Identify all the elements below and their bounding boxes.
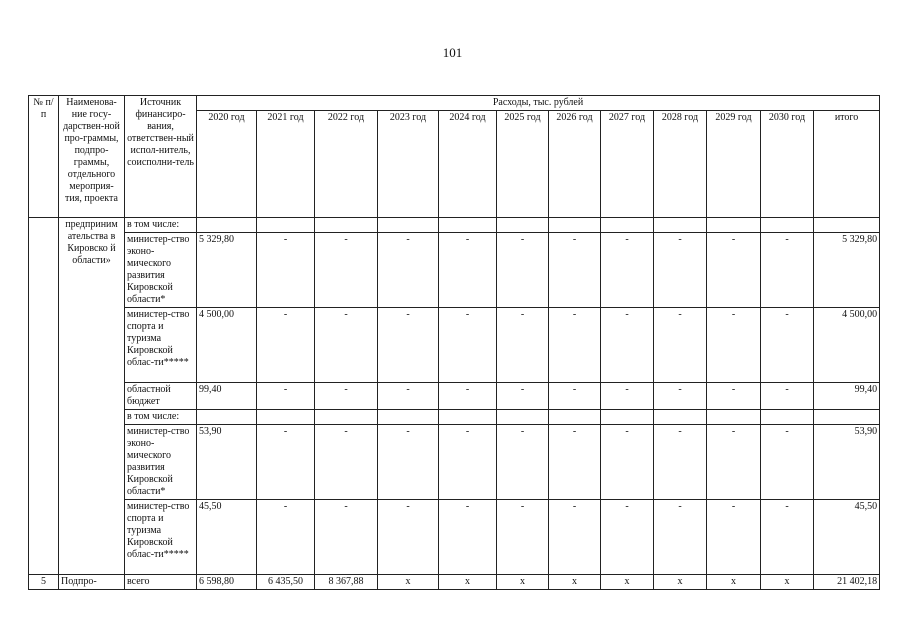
cell: -	[601, 425, 654, 500]
cell: -	[315, 500, 378, 575]
cell-total: 21 402,18	[814, 575, 880, 590]
header-total: итого	[814, 111, 880, 218]
header-year: 2025 год	[497, 111, 549, 218]
cell: -	[707, 233, 761, 308]
cell: -	[654, 233, 707, 308]
cell: х	[707, 575, 761, 590]
cell: -	[439, 233, 497, 308]
cell: х	[497, 575, 549, 590]
cell: 53,90	[197, 425, 257, 500]
cell: -	[257, 500, 315, 575]
cell: -	[497, 500, 549, 575]
cell: -	[257, 308, 315, 383]
cell	[197, 218, 257, 233]
cell: -	[601, 383, 654, 410]
cell: -	[439, 383, 497, 410]
header-row	[29, 96, 880, 111]
cell: х	[761, 575, 814, 590]
cell: -	[439, 308, 497, 383]
cell-total: 99,40	[814, 383, 880, 410]
table-row	[29, 425, 880, 500]
cell: х	[549, 575, 601, 590]
cell	[439, 410, 497, 425]
cell	[601, 218, 654, 233]
cell: -	[257, 425, 315, 500]
cell: х	[601, 575, 654, 590]
cell: -	[497, 308, 549, 383]
table-row	[29, 308, 880, 383]
cell: -	[549, 425, 601, 500]
cell: -	[761, 383, 814, 410]
row-source: в том числе:	[125, 218, 197, 233]
header-expenses: Расходы, тыс. рублей	[197, 96, 880, 111]
cell: -	[654, 308, 707, 383]
row-name: Подпро-	[59, 575, 125, 590]
table-row	[29, 218, 880, 233]
cell	[378, 410, 439, 425]
cell	[257, 218, 315, 233]
cell: -	[549, 383, 601, 410]
cell: -	[497, 383, 549, 410]
cell: х	[439, 575, 497, 590]
header-year: 2024 год	[439, 111, 497, 218]
header-source: Источник финансиро-вания, ответствен-ный испол-нитель, соисполни-тель	[125, 96, 197, 218]
table-row	[29, 575, 880, 590]
cell-total	[814, 218, 880, 233]
cell	[549, 218, 601, 233]
cell: х	[378, 575, 439, 590]
cell-total: 4 500,00	[814, 308, 880, 383]
cell	[197, 410, 257, 425]
cell: -	[497, 233, 549, 308]
header-year: 2023 год	[378, 111, 439, 218]
cell: -	[439, 425, 497, 500]
cell: -	[601, 500, 654, 575]
cell: -	[707, 425, 761, 500]
cell: -	[707, 308, 761, 383]
cell: -	[601, 308, 654, 383]
cell: -	[378, 233, 439, 308]
cell-total: 5 329,80	[814, 233, 880, 308]
cell	[497, 410, 549, 425]
header-year: 2020 год	[197, 111, 257, 218]
cell	[549, 410, 601, 425]
cell: -	[654, 425, 707, 500]
cell: 5 329,80	[197, 233, 257, 308]
cell: -	[257, 383, 315, 410]
cell	[497, 218, 549, 233]
row-num	[29, 218, 59, 575]
cell: -	[315, 233, 378, 308]
cell: -	[549, 233, 601, 308]
cell	[315, 218, 378, 233]
cell	[707, 410, 761, 425]
header-name: Наименова-ние госу-дарствен-ной про-граммы, подпро-граммы, отдельного мероприя-тия, проекта	[59, 96, 125, 218]
cell-total	[814, 410, 880, 425]
cell	[601, 410, 654, 425]
cell: 4 500,00	[197, 308, 257, 383]
cell: -	[601, 233, 654, 308]
cell: -	[761, 500, 814, 575]
row-source: в том числе:	[125, 410, 197, 425]
cell	[257, 410, 315, 425]
header-year: 2029 год	[707, 111, 761, 218]
row-source: министер-ство спорта и туризма Кировской облас-ти*****	[125, 500, 197, 575]
cell	[761, 410, 814, 425]
cell	[707, 218, 761, 233]
cell	[315, 410, 378, 425]
cell: 6 435,50	[257, 575, 315, 590]
cell: -	[378, 500, 439, 575]
cell: -	[315, 308, 378, 383]
cell: 8 367,88	[315, 575, 378, 590]
cell: -	[549, 500, 601, 575]
table-row	[29, 500, 880, 575]
budget-table	[28, 95, 880, 590]
page-number: 101	[442, 45, 463, 60]
cell	[439, 218, 497, 233]
cell	[378, 218, 439, 233]
row-source: всего	[125, 575, 197, 590]
cell	[654, 410, 707, 425]
header-year: 2028 год	[654, 111, 707, 218]
row-name: предприним ательства в Кировско й области»	[59, 218, 125, 575]
cell: -	[654, 383, 707, 410]
table-row	[29, 410, 880, 425]
cell: -	[315, 383, 378, 410]
header-year: 2026 год	[549, 111, 601, 218]
header-year: 2030 год	[761, 111, 814, 218]
cell: -	[707, 383, 761, 410]
cell: -	[378, 308, 439, 383]
cell: -	[439, 500, 497, 575]
cell: -	[761, 425, 814, 500]
cell: 45,50	[197, 500, 257, 575]
header-year: 2027 год	[601, 111, 654, 218]
cell: -	[549, 308, 601, 383]
cell: -	[761, 308, 814, 383]
row-num: 5	[29, 575, 59, 590]
cell	[761, 218, 814, 233]
row-source: министер-ство эконо-мического развития Кировской области*	[125, 233, 197, 308]
cell: х	[654, 575, 707, 590]
cell-total: 53,90	[814, 425, 880, 500]
header-year: 2022 год	[315, 111, 378, 218]
cell: -	[497, 425, 549, 500]
cell: -	[378, 383, 439, 410]
header-num: № п/п	[29, 96, 59, 218]
cell: -	[654, 500, 707, 575]
cell: 6 598,80	[197, 575, 257, 590]
table-row	[29, 383, 880, 410]
table-row	[29, 233, 880, 308]
cell: -	[378, 425, 439, 500]
header-year: 2021 год	[257, 111, 315, 218]
cell: -	[707, 500, 761, 575]
cell: -	[257, 233, 315, 308]
row-source: министер-ство спорта и туризма Кировской облас-ти*****	[125, 308, 197, 383]
cell: -	[761, 233, 814, 308]
cell	[654, 218, 707, 233]
cell-total: 45,50	[814, 500, 880, 575]
row-source: областной бюджет	[125, 383, 197, 410]
cell: -	[315, 425, 378, 500]
row-source: министер-ство эконо-мического развития Кировской области*	[125, 425, 197, 500]
cell: 99,40	[197, 383, 257, 410]
